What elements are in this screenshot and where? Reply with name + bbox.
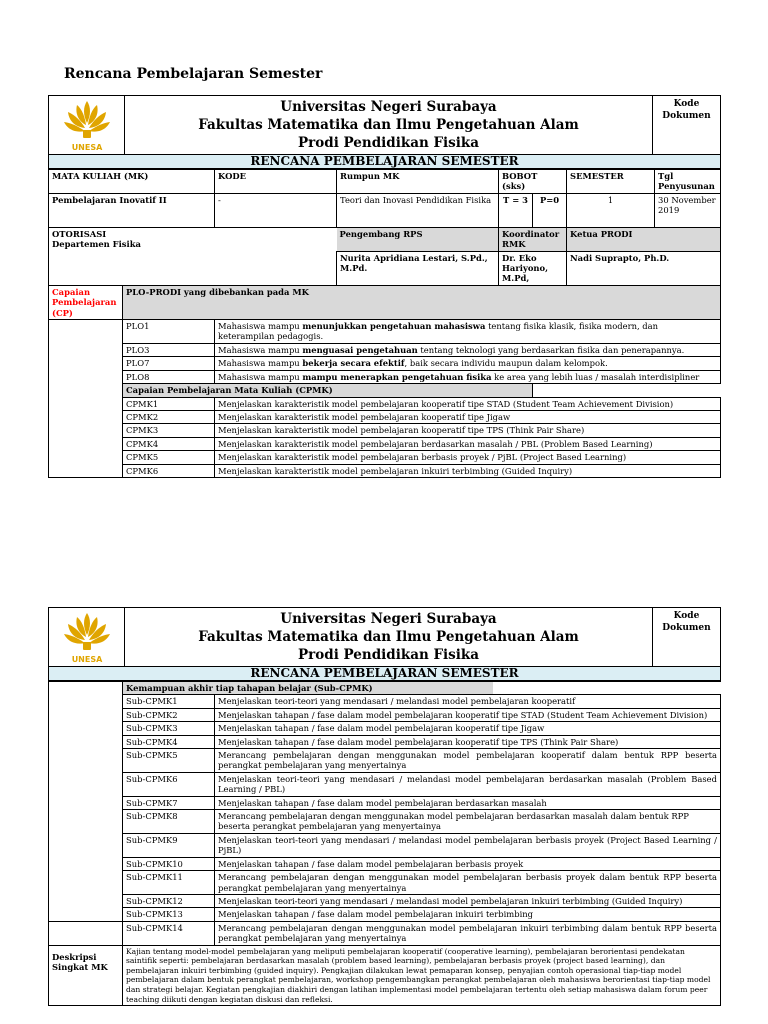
sub-cpmk-text: Menjelaskan tahapan / fase dalam model pembelajaran kooperatif tipe Jigaw <box>215 722 721 735</box>
logo-cell <box>49 96 125 155</box>
cpmk-text: Menjelaskan karakteristik model pembelajaran kooperatif tipe Jigaw <box>215 410 721 423</box>
sub-cpmk-text: Menjelaskan teori-teori yang mendasari / melandasi model pembelajaran berbasis proyek (Project Based Learning / PjBL) <box>215 833 721 857</box>
sub-cpmk-text: Merancang pembelajaran dengan menggunakan model pembelajaran kooperatif dalam bentuk RPP beserta perangkat pembelajaran yang menyertainya <box>215 749 721 773</box>
rps-content-table-1 <box>48 169 721 478</box>
sub-cpmk-code: Sub-CPMK4 <box>123 735 215 748</box>
cpmk-header-blank <box>533 384 721 397</box>
cpmk-code: CPMK4 <box>123 437 215 450</box>
sub-cpmk-code: Sub-CPMK12 <box>123 894 215 907</box>
program-name: Prodi Pendidikan Fisika <box>297 135 480 151</box>
cpmk-code: CPMK5 <box>123 451 215 464</box>
sub-cpmk-code: Sub-CPMK6 <box>123 772 215 796</box>
rps-header-table-1 <box>48 95 721 169</box>
sub-cpmk-text: Merancang pembelajaran dengan menggunakan model pembelajaran berbasis proyek dalam bentuk RPP beserta perangkat pembelajaran yang menyertainya <box>215 871 721 895</box>
sub-label-spacer-end <box>49 921 123 945</box>
bobot-t-value: T = 3 <box>499 193 533 227</box>
cpmk-code: CPMK3 <box>123 424 215 437</box>
deskripsi-label: Deskripsi Singkat MK <box>49 945 123 1006</box>
ketua-value: Nadi Suprapto, Ph.D. <box>567 251 721 285</box>
sub-cpmk-code: Sub-CPMK13 <box>123 908 215 921</box>
plo-text: Mahasiswa mampu bekerja secara efektif, baik secara individu maupun dalam kelompok. <box>215 357 721 370</box>
faculty-name: Fakultas Matematika dan Ilmu Pengetahuan Alam <box>198 117 579 133</box>
rumpun-value: Teori dan Inovasi Pendidikan Fisika <box>337 193 499 227</box>
plo-code: PLO8 <box>123 370 215 383</box>
plo-code: PLO1 <box>123 320 215 344</box>
university-name: Universitas Negeri Surabaya <box>280 611 497 627</box>
sub-cpmk-code: Sub-CPMK2 <box>123 708 215 721</box>
rumpun-header: Rumpun MK <box>337 170 499 194</box>
kode-dokumen-label: Kode Dokumen <box>653 608 721 667</box>
otorisasi-label: OTORISASI <box>52 228 107 239</box>
tgl-header: Tgl Penyusunan <box>655 170 721 194</box>
cpmk-header: Capaian Pembelajaran Mata Kuliah (CPMK) <box>123 384 533 397</box>
rps-title-bar: RENCANA PEMBELAJARAN SEMESTER <box>49 155 721 169</box>
plo-code: PLO7 <box>123 357 215 370</box>
sub-cpmk-header: Kemampuan akhir tiap tahapan belajar (Sub-CPMK) <box>123 682 493 694</box>
cpmk-text: Menjelaskan karakteristik model pembelajaran berdasarkan masalah / PBL (Problem Based Learning) <box>215 437 721 450</box>
sub-label-spacer <box>49 682 123 922</box>
mk-value: Pembelajaran Inovatif II <box>49 193 215 227</box>
cpmk-code: CPMK1 <box>123 397 215 410</box>
plo-text: Mahasiswa mampu mampu menerapkan pengetahuan fisika ke area yang lebih luas / masalah interdisipliner <box>215 370 721 383</box>
logo-cell <box>49 608 125 667</box>
cp-label-spacer <box>49 320 123 478</box>
rps-title-bar: RENCANA PEMBELAJARAN SEMESTER <box>49 667 721 681</box>
unesa-logo-icon <box>61 609 113 665</box>
sub-cpmk-text: Menjelaskan tahapan / fase dalam model pembelajaran berbasis proyek <box>215 857 721 870</box>
sub-cpmk-text: Merancang pembelajaran dengan menggunakan model pembelajaran berdasarkan masalah dalam bentuk RPP beserta perangkat pembelajaran yang menyertainya <box>215 810 721 834</box>
sub-cpmk-code: Sub-CPMK5 <box>123 749 215 773</box>
ketua-header: Ketua PRODI <box>567 227 721 251</box>
svg-text:UNESA: UNESA <box>71 655 102 664</box>
sub-cpmk-code: Sub-CPMK7 <box>123 796 215 809</box>
sub-cpmk-code: Sub-CPMK8 <box>123 810 215 834</box>
sub-cpmk-code: Sub-CPMK11 <box>123 871 215 895</box>
bobot-p-value: P=0 <box>533 193 567 227</box>
university-header <box>125 608 653 667</box>
rps-content-table-2 <box>48 681 721 1006</box>
sub-cpmk-code: Sub-CPMK14 <box>123 921 215 945</box>
sub-cpmk-code: Sub-CPMK1 <box>123 695 215 708</box>
semester-value: 1 <box>567 193 655 227</box>
cpmk-text: Menjelaskan karakteristik model pembelajaran kooperatif tipe TPS (Think Pair Share) <box>215 424 721 437</box>
kode-dokumen-label: Kode Dokumen <box>653 96 721 155</box>
departemen-label: Departemen Fisika <box>52 239 141 250</box>
rps-page-2 <box>48 607 720 1006</box>
sub-cpmk-text: Menjelaskan teori-teori yang mendasari / melandasi model pembelajaran berdasarkan masalah (Problem Based Learning / PBL) <box>215 772 721 796</box>
rps-page-1 <box>48 95 720 478</box>
document-title: Rencana Pembelajaran Semester <box>64 66 323 82</box>
koordinator-header: Koordinator RMK <box>499 227 567 251</box>
koordinator-value: Dr. Eko Hariyono, M.Pd, <box>499 251 567 285</box>
rps-header-table-2 <box>48 607 721 681</box>
plo-text: Mahasiswa mampu menunjukkan pengetahuan mahasiswa tentang fisika klasik, fisika modern, dan keterampilan pedagogis. <box>215 320 721 344</box>
sub-cpmk-text: Menjelaskan tahapan / fase dalam model pembelajaran berdasarkan masalah <box>215 796 721 809</box>
mk-header: MATA KULIAH (MK) <box>49 170 215 194</box>
sub-cpmk-text: Menjelaskan tahapan / fase dalam model pembelajaran kooperatif tipe TPS (Think Pair Share) <box>215 735 721 748</box>
university-header <box>125 96 653 155</box>
kode-value: - <box>215 193 337 227</box>
sub-cpmk-code: Sub-CPMK9 <box>123 833 215 857</box>
sub-cpmk-text: Menjelaskan teori-teori yang mendasari / melandasi model pembelajaran kooperatif <box>215 695 721 708</box>
sub-cpmk-code: Sub-CPMK10 <box>123 857 215 870</box>
deskripsi-text: Kajian tentang model-model pembelajaran yang meliputi pembelajaran kooperatif (cooperative learning), pembelajaran berorientasi pendekatan saintifik seperti: pembelajaran berdasarkan masalah (problem based learning), pembelajaran berbasis proyek (project based learning), dan pembelajaran inkuiri terbimbing (guided inquiry). Pengkajian dilakukan lewat pemaparan konsep, penyajian contoh operasional tiap-tiap model pembelajaran dalam bentuk perangkat pembelajaran, workshop pengembangkan perangkat pembelajaran oleh mahasiswa berorientasi tiap-tiap model dan strategi belajar. Kegiatan pengkajian diakhiri dengan latihan implementasi model pembelajaran tertentu oleh setiap mahasiswa dalam forum peer teaching diikuti dengan kegiatan diskusi dan refleksi. <box>123 945 721 1006</box>
pengembang-header: Pengembang RPS <box>337 227 499 251</box>
sub-cpmk-code: Sub-CPMK3 <box>123 722 215 735</box>
otorisasi-cell <box>49 227 337 285</box>
sub-cpmk-text: Menjelaskan teori-teori yang mendasari / melandasi model pembelajaran inkuiri terbimbing (Guided Inquiry) <box>215 894 721 907</box>
pengembang-value: Nurita Apridiana Lestari, S.Pd., M.Pd. <box>337 251 499 285</box>
cpmk-text: Menjelaskan karakteristik model pembelajaran kooperatif tipe STAD (Student Team Achievement Division) <box>215 397 721 410</box>
cpmk-text: Menjelaskan karakteristik model pembelajaran berbasis proyek / PjBL (Project Based Learning) <box>215 451 721 464</box>
svg-text:UNESA: UNESA <box>71 143 102 152</box>
sub-cpmk-text: Menjelaskan tahapan / fase dalam model pembelajaran inkuiri terbimbing <box>215 908 721 921</box>
cpmk-code: CPMK2 <box>123 410 215 423</box>
cp-label: Capaian Pembelajaran (CP) <box>49 285 123 319</box>
tgl-value: 30 November 2019 <box>655 193 721 227</box>
sub-cpmk-text: Merancang pembelajaran dengan menggunakan model pembelajaran inkuiri terbimbing dalam bentuk RPP beserta perangkat pembelajaran yang menyertainya <box>215 921 721 945</box>
kode-header: KODE <box>215 170 337 194</box>
faculty-name: Fakultas Matematika dan Ilmu Pengetahuan Alam <box>198 629 579 645</box>
program-name: Prodi Pendidikan Fisika <box>297 647 480 663</box>
sub-cpmk-header-cell <box>123 682 721 695</box>
plo-text: Mahasiswa mampu menguasai pengetahuan tentang teknologi yang berdasarkan fisika dan penerapannya. <box>215 343 721 356</box>
plo-header: PLO-PRODI yang dibebankan pada MK <box>123 285 721 319</box>
cpmk-code: CPMK6 <box>123 464 215 477</box>
sub-cpmk-text: Menjelaskan tahapan / fase dalam model pembelajaran kooperatif tipe STAD (Student Team Achievement Division) <box>215 708 721 721</box>
bobot-header: BOBOT (sks) <box>499 170 567 194</box>
unesa-logo-icon <box>61 97 113 153</box>
plo-code: PLO3 <box>123 343 215 356</box>
semester-header: SEMESTER <box>567 170 655 194</box>
university-name: Universitas Negeri Surabaya <box>280 99 497 115</box>
cpmk-text: Menjelaskan karakteristik model pembelajaran inkuiri terbimbing (Guided Inquiry) <box>215 464 721 477</box>
